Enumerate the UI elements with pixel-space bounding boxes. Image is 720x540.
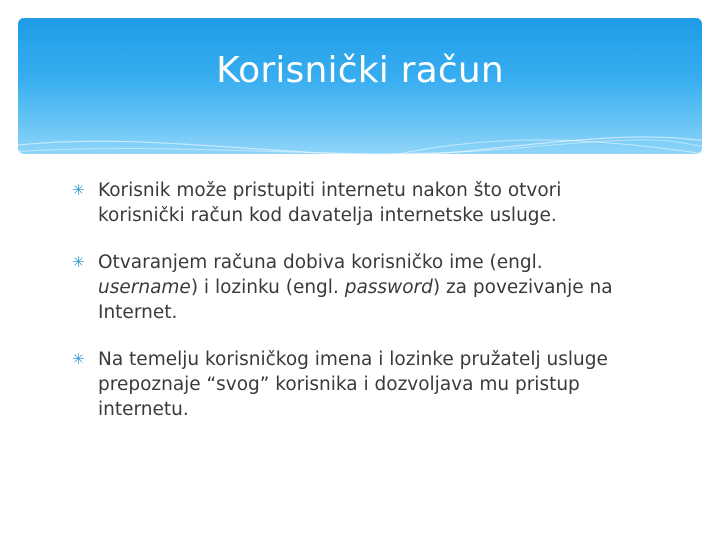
italic-term-username: username [98,277,191,298]
list-item [72,347,648,422]
bullet-text: Na temelju korisničkog imena i lozinke pružatelj usluge prepoznaje “svog” korisnika i dozvoljava mu pristup internetu. [98,349,608,420]
bullet-asterisk-icon: ✳ [72,253,85,271]
list-item [72,250,648,325]
bullet-text-part: ) i lozinku (engl. [190,277,345,298]
bullet-asterisk-icon: ✳ [72,181,85,199]
list-item [72,178,648,228]
italic-term-password: password [344,277,433,298]
bullet-text-part: Otvaranjem računa dobiva korisničko ime (engl. [98,252,543,273]
bullet-text: Korisnik može pristupiti internetu nakon što otvori korisnički račun kod davatelja internetske usluge. [98,180,562,226]
bullet-asterisk-icon: ✳ [72,350,85,368]
slide-title: Korisnički račun [216,50,504,91]
bullet-text-part: ) za povezivanje na Internet. [98,277,613,323]
bullet-list [72,178,648,444]
